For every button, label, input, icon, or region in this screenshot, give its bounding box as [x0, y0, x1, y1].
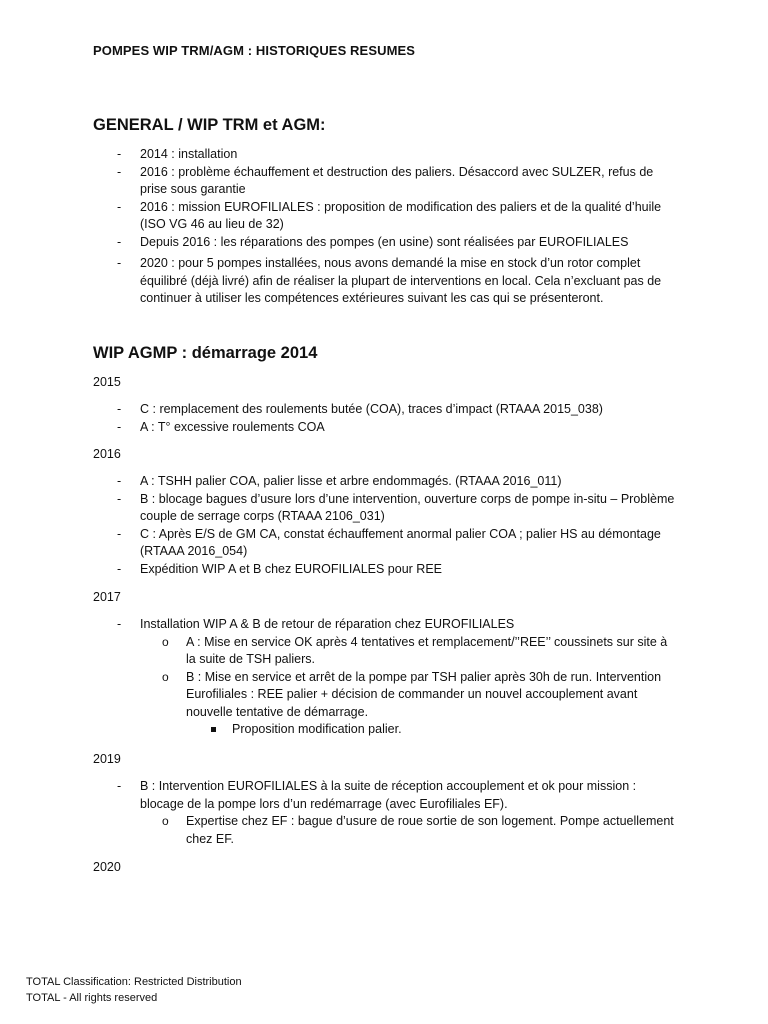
list-2017	[0, 616, 768, 739]
general-list	[0, 146, 768, 308]
sub-list-item: o Expertise chez EF : bague d’usure de roue sortie de son logement. Pompe actuellement chez EF.	[140, 813, 676, 848]
sublist-2019	[140, 813, 676, 848]
list-item: - A : TSHH palier COA, palier lisse et arbre endommagés. (RTAAA 2016_011)	[0, 473, 768, 491]
agmp-heading: WIP AGMP : démarrage 2014	[93, 344, 318, 362]
sub-list-item	[140, 669, 676, 739]
year-label-2020: 2020	[93, 860, 121, 874]
list-item: - B : blocage bagues d’usure lors d’une intervention, ouverture corps de pompe in-situ – Problème couple de serrage corps (RTAAA 2106_031)	[0, 491, 768, 526]
list-item: - C : Après E/S de GM CA, constat échauffement anormal palier COA ; palier HS au démontage (RTAAA 2016_054)	[0, 526, 768, 561]
year-label-2019: 2019	[93, 752, 121, 766]
list-item-text: Installation WIP A & B de retour de réparation chez EUROFILIALES	[140, 617, 515, 631]
list-item	[0, 616, 768, 739]
list-item: - 2016 : mission EUROFILIALES : proposition de modification des paliers et de la qualité d’huile (ISO VG 46 au lieu de 32)	[0, 199, 768, 234]
list-item: - Expédition WIP A et B chez EUROFILIALES pour REE	[0, 561, 768, 579]
list-item-text: B : Intervention EUROFILIALES à la suite de réception accouplement et ok pour mission : blocage de la pompe lors d’un redémarrage (avec Eurofiliales EF).	[140, 779, 637, 811]
list-item: - 2020 : pour 5 pompes installées, nous avons demandé la mise en stock d’un rotor complet équilibré (déjà livré) afin de réaliser la plupart de interventions en local. Cela n’excluant pas de continuer à utiliser les compétences extérieures suivant les cas qui se présenteront.	[0, 255, 768, 308]
year-label-2015: 2015	[93, 375, 121, 389]
sub-list-item-text: B : Mise en service et arrêt de la pompe par TSH palier après 30h de run. Intervention Eurofiliales : REE palier + décision de commander un nouvel accouplement avant nouvelle tentative de démarrage.	[186, 669, 662, 719]
list-2019	[0, 778, 768, 848]
list-item: - 2014 : installation	[0, 146, 768, 164]
year-label-2017: 2017	[93, 590, 121, 604]
list-item: - Depuis 2016 : les réparations des pompes (en usine) sont réalisées par EUROFILIALES	[0, 234, 768, 252]
general-heading: GENERAL / WIP TRM et AGM:	[93, 116, 326, 134]
year-label-2016: 2016	[93, 447, 121, 461]
list-item: - A : T° excessive roulements COA	[0, 419, 768, 437]
sublist-2017	[140, 634, 676, 739]
footer-rights: TOTAL - All rights reserved	[26, 992, 158, 1004]
footer-classification: TOTAL Classification: Restricted Distribution	[26, 976, 242, 988]
list-2015	[0, 401, 768, 436]
list-item: - 2016 : problème échauffement et destruction des paliers. Désaccord avec SULZER, refus de prise sous garantie	[0, 164, 768, 199]
subsublist-2017	[186, 721, 676, 739]
list-2016	[0, 473, 768, 578]
document-title: POMPES WIP TRM/AGM : HISTORIQUES RESUMES	[93, 43, 416, 58]
subsub-list-item: Proposition modification palier.	[186, 721, 676, 739]
list-item: - C : remplacement des roulements butée (COA), traces d’impact (RTAAA 2015_038)	[0, 401, 768, 419]
sub-list-item: o A : Mise en service OK après 4 tentatives et remplacement/’’REE’’ coussinets sur site à la suite de TSH paliers.	[140, 634, 676, 669]
list-item	[0, 778, 768, 848]
